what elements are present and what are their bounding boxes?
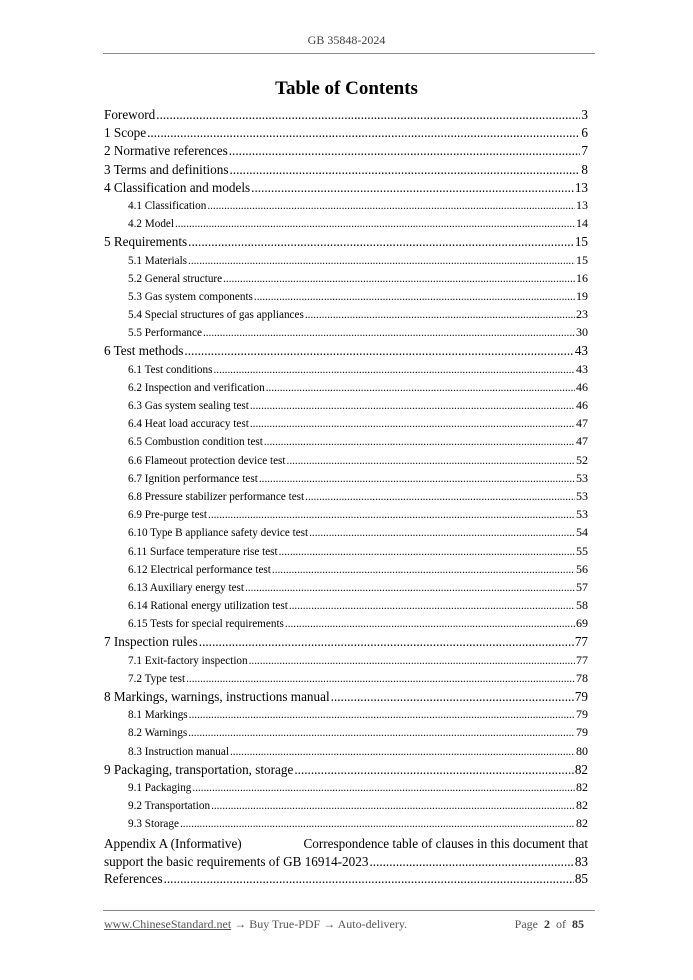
toc-entry-appendix-a[interactable]: [104, 835, 588, 871]
toc-entry-subsection[interactable]: [104, 580, 588, 598]
toc-entry-label: 5 Requirements: [104, 234, 188, 250]
toc-entry-subsection[interactable]: [104, 544, 588, 562]
toc-entry-subsection[interactable]: [104, 398, 588, 416]
toc-entry-label: 8.1 Markings: [128, 709, 188, 722]
toc-entry-label: 5.1 Materials: [128, 254, 188, 267]
toc-entry-label: 7.2 Type test: [128, 672, 186, 685]
toc-entry-section[interactable]: [104, 162, 588, 180]
toc-leader-dots: [223, 273, 575, 285]
toc-entry-page: 57: [576, 579, 588, 594]
toc-entry-page: 53: [576, 488, 588, 503]
toc-entry-label: Foreword: [104, 107, 156, 122]
toc-entry-page: 55: [576, 543, 588, 558]
page-number: [515, 917, 584, 932]
toc-entry-label: 6.5 Combustion condition test: [128, 436, 263, 449]
toc-entry-page: 46: [576, 398, 588, 412]
toc-entry-section[interactable]: [104, 689, 588, 707]
toc-entry-label: 2 Normative references: [104, 143, 228, 159]
toc-entry-page: 52: [576, 452, 588, 467]
toc-entry-page: 43: [574, 343, 588, 359]
toc-leader-dots: [188, 255, 575, 267]
toc-leader-dots: [249, 655, 575, 667]
toc-leader-dots: [279, 546, 575, 558]
toc-entry-subsection[interactable]: [104, 416, 588, 434]
toc-entry-page: 54: [576, 525, 588, 540]
toc-entry-page: 79: [574, 689, 588, 704]
toc-leader-dots: [211, 800, 575, 812]
toc-leader-dots: [184, 343, 573, 359]
toc-entry-label: 6.8 Pressure stabilizer performance test: [128, 490, 305, 503]
toc-entry-subsection[interactable]: [104, 744, 588, 762]
toc-entry-page: 23: [576, 307, 588, 322]
toc-entry-section[interactable]: [104, 762, 588, 780]
toc-entries: [104, 107, 588, 835]
toc-entry-label: 4.1 Classification: [128, 199, 207, 212]
toc-entry-subsection[interactable]: [104, 325, 588, 343]
toc-leader-dots: [369, 853, 573, 871]
footer-divider: [103, 910, 595, 911]
toc-entry-label: 6.1 Test conditions: [128, 363, 213, 376]
toc-entry-page: 47: [576, 434, 588, 449]
toc-entry-section[interactable]: [104, 125, 588, 143]
toc-leader-dots: [331, 689, 574, 705]
toc-entry-subsection[interactable]: [104, 798, 588, 816]
toc-entry-references[interactable]: [104, 871, 588, 889]
toc-leader-dots: [254, 291, 575, 303]
toc-entry-subsection[interactable]: [104, 253, 588, 271]
toc-entry-page: 53: [576, 507, 588, 522]
toc-entry-page: 43: [576, 361, 588, 376]
toc-entry-page: 69: [576, 616, 588, 631]
toc-entry-section[interactable]: [104, 107, 588, 125]
toc-entry-subsection[interactable]: [104, 816, 588, 834]
toc-entry-label: 6.14 Rational energy utilization test: [128, 600, 288, 613]
toc-leader-dots: [305, 491, 575, 503]
toc-entry-label: 6.4 Heat load accuracy test: [128, 418, 249, 431]
toc-entry-label: 4 Classification and models: [104, 179, 251, 195]
toc-entry-page: 58: [576, 598, 588, 613]
toc-entry-subsection[interactable]: [104, 362, 588, 380]
toc-entry-subsection[interactable]: [104, 780, 588, 798]
toc-entry-label: 5.2 General structure: [128, 272, 223, 285]
toc-entry-subsection[interactable]: [104, 653, 588, 671]
toc-leader-dots: [250, 400, 575, 412]
toc-entry-label: 6.9 Pre-purge test: [128, 509, 208, 522]
page-footer: [104, 917, 584, 932]
toc-entry-label: 9.1 Packaging: [128, 781, 192, 794]
toc-leader-dots: [207, 200, 575, 212]
toc-entry-subsection[interactable]: [104, 271, 588, 289]
toc-leader-dots: [203, 327, 575, 339]
toc-entry-label: 9.3 Storage: [128, 818, 179, 831]
toc-entry-label: 7.1 Exit-factory inspection: [128, 654, 248, 667]
toc-entry-label: 6.2 Inspection and verification: [128, 381, 265, 394]
toc-entry-page: 53: [576, 470, 588, 485]
toc-entry-label: Correspondence table of clauses in this document that: [303, 835, 588, 851]
toc-entry-page: 8: [581, 161, 588, 177]
page-title: Table of Contents: [275, 78, 418, 99]
toc-entry-page: 79: [576, 725, 588, 740]
toc-leader-dots: [208, 509, 575, 521]
toc-entry-page: 77: [576, 652, 588, 667]
toc-entry-label: support the basic requirements of GB 16914-2023: [104, 853, 369, 869]
toc-leader-dots: [186, 673, 575, 685]
header-divider: [103, 53, 595, 54]
toc-leader-dots: [245, 582, 575, 594]
toc-leader-dots: [272, 564, 575, 576]
toc-entry-page: 7: [581, 143, 588, 159]
toc-leader-dots: [285, 618, 575, 630]
table-of-contents: [104, 107, 588, 889]
toc-entry-label: 6.13 Auxiliary energy test: [128, 581, 244, 594]
toc-entry-label: 5.5 Performance: [128, 327, 202, 340]
toc-entry-subsection[interactable]: [104, 507, 588, 525]
page-current: 2: [544, 917, 550, 931]
toc-entry-page: 3: [581, 107, 588, 122]
toc-leader-dots: [189, 709, 575, 721]
page-total: 85: [572, 917, 584, 931]
toc-entry-label: References: [104, 870, 163, 886]
toc-entry-section[interactable]: [104, 343, 588, 361]
footer-tagline: → Buy True-PDF → Auto-delivery.: [231, 917, 408, 931]
toc-entry-page: 14: [576, 216, 588, 231]
toc-leader-dots: [287, 455, 575, 467]
toc-entry-page: 82: [576, 798, 588, 813]
toc-entry-label: 6 Test methods: [104, 343, 184, 359]
toc-entry-label: Appendix A (Informative): [104, 835, 242, 851]
toc-leader-dots: [164, 871, 574, 887]
toc-entry-page: 78: [576, 670, 588, 685]
toc-leader-dots: [309, 527, 575, 539]
toc-entry-page: 30: [576, 325, 588, 340]
toc-entry-subsection[interactable]: [104, 616, 588, 634]
toc-entry-label: 5.3 Gas system components: [128, 290, 253, 303]
toc-leader-dots: [250, 418, 575, 430]
toc-leader-dots: [192, 782, 575, 794]
toc-entry-page: 15: [574, 234, 588, 250]
toc-entry-subsection[interactable]: [104, 307, 588, 325]
toc-leader-dots: [230, 746, 575, 758]
toc-leader-dots: [229, 162, 580, 178]
toc-entry-subsection[interactable]: [104, 216, 588, 234]
toc-leader-dots: [188, 234, 574, 250]
footer-promo: [104, 917, 407, 932]
toc-entry-section[interactable]: [104, 143, 588, 161]
toc-leader-dots: [305, 309, 575, 321]
toc-entry-page: 15: [576, 252, 588, 267]
toc-entry-page: 13: [574, 179, 588, 195]
toc-entry-subsection[interactable]: [104, 198, 588, 216]
toc-entry-subsection[interactable]: [104, 434, 588, 452]
toc-leader-dots: [199, 634, 574, 650]
toc-entry-label: 6.11 Surface temperature rise test: [128, 545, 278, 558]
toc-entry-subsection[interactable]: [104, 289, 588, 307]
toc-entry-label: 9.2 Transportation: [128, 800, 211, 813]
page-word: Page: [514, 917, 538, 931]
toc-leader-dots: [251, 180, 574, 196]
toc-entry-subsection[interactable]: [104, 671, 588, 689]
toc-entry-section[interactable]: [104, 234, 588, 252]
toc-entry-label: 7 Inspection rules: [104, 634, 198, 650]
toc-entry-label: 6.3 Gas system sealing test: [128, 400, 249, 412]
toc-entry-label: 3 Terms and definitions: [104, 161, 229, 177]
running-header: GB 35848-2024: [307, 33, 386, 47]
toc-leader-dots: [266, 382, 575, 394]
toc-entry-label: 8 Markings, warnings, instructions manual: [104, 689, 330, 704]
toc-entry-page: 77: [574, 634, 588, 650]
toc-entry-section[interactable]: [104, 180, 588, 198]
toc-entry-subsection[interactable]: [104, 453, 588, 471]
toc-leader-dots: [188, 727, 575, 739]
toc-entry-page: 82: [574, 761, 588, 777]
toc-entry-page: 13: [576, 197, 588, 212]
toc-leader-dots: [180, 818, 575, 830]
toc-leader-dots: [264, 436, 575, 448]
toc-entry-label: 6.15 Tests for special requirements: [128, 618, 284, 631]
website-link[interactable]: www.ChineseStandard.net: [104, 917, 232, 931]
toc-entry-label: 8.3 Instruction manual: [128, 745, 229, 758]
toc-entry-page: 85: [574, 870, 588, 886]
toc-entry-page: 6: [581, 125, 588, 141]
toc-entry-label: 6.7 Ignition performance test: [128, 472, 258, 485]
toc-entry-page: 83: [574, 853, 588, 869]
toc-entry-subsection[interactable]: [104, 489, 588, 507]
toc-leader-dots: [294, 762, 573, 778]
toc-leader-dots: [175, 218, 575, 230]
toc-leader-dots: [213, 364, 575, 376]
toc-leader-dots: [259, 473, 575, 485]
toc-leader-dots: [229, 143, 581, 159]
toc-entry-page: 80: [576, 743, 588, 758]
toc-entry-label: 6.10 Type B appliance safety device test: [128, 527, 309, 540]
toc-entry-page: 16: [576, 270, 588, 285]
toc-leader-dots: [156, 107, 580, 123]
toc-entry-label: 5.4 Special structures of gas appliances: [128, 309, 304, 322]
toc-entry-page: 82: [576, 779, 588, 794]
toc-entry-page: 46: [576, 379, 588, 394]
toc-entry-section[interactable]: [104, 634, 588, 652]
page-of: of: [556, 917, 566, 931]
toc-entry-page: 47: [576, 416, 588, 431]
toc-entry-page: 79: [576, 707, 588, 722]
toc-entry-subsection[interactable]: [104, 525, 588, 543]
toc-entry-subsection[interactable]: [104, 471, 588, 489]
toc-entry-subsection[interactable]: [104, 598, 588, 616]
toc-leader-dots: [147, 125, 580, 141]
toc-entry-label: 8.2 Warnings: [128, 727, 188, 740]
toc-entry-label: 6.12 Electrical performance test: [128, 563, 271, 576]
toc-entry-page: 82: [576, 816, 588, 831]
toc-entry-label: 1 Scope: [104, 125, 147, 141]
toc-entry-label: 6.6 Flameout protection device test: [128, 454, 286, 467]
toc-entry-page: 19: [576, 288, 588, 303]
toc-entry-page: 56: [576, 561, 588, 576]
toc-entry-subsection[interactable]: [104, 707, 588, 725]
toc-entry-subsection[interactable]: [104, 380, 588, 398]
toc-entry-subsection[interactable]: [104, 562, 588, 580]
toc-entry-label: 4.2 Model: [128, 218, 174, 231]
toc-entry-subsection[interactable]: [104, 725, 588, 743]
toc-entry-label: 9 Packaging, transportation, storage: [104, 761, 294, 777]
toc-leader-dots: [289, 600, 575, 612]
